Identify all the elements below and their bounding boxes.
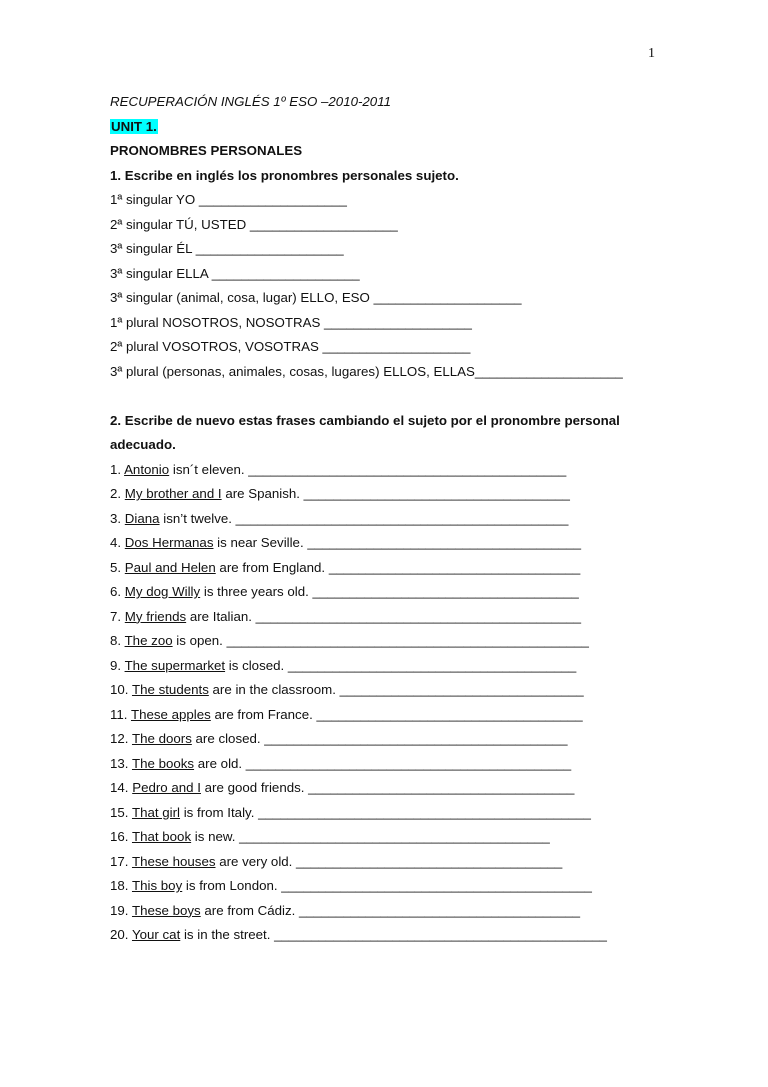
exercise1-item: 3ª plural (personas, animales, cosas, lugares) ELLOS, ELLAS____________________ [110,363,623,379]
sentence-item [110,899,670,924]
section-heading: PRONOMBRES PERSONALES [110,143,303,158]
item-number: 18. [110,878,129,893]
sentence-item [110,458,670,483]
underlined-subject: That book [131,829,192,844]
sentence-item [110,703,670,728]
underlined-subject: My dog Willy [124,584,201,599]
item-number: 7. [110,608,122,624]
sentence-rest: isn´t eleven. ___________________________________________ [169,461,567,477]
sentence-rest: are old. ____________________________________________ [194,755,572,771]
exercise2-list [110,458,670,948]
sentence-rest: are good friends. ____________________________________ [200,780,575,795]
underlined-subject: The zoo [124,633,173,648]
sentence-item [110,580,670,605]
exercise1-item: 3ª singular ELLA ____________________ [110,265,360,281]
item-number: 4. [110,535,122,550]
exercise2-heading-line1: 2. Escribe de nuevo estas frases cambiando el sujeto por el pronombre personal [110,412,620,428]
underlined-subject: This boy [131,878,183,893]
spacer [110,384,670,409]
sentence-item [110,678,670,703]
item-number: 16. [110,829,129,844]
item-number: 2. [110,486,122,501]
exercise1-heading: 1. Escribe en inglés los pronombres personales sujeto. [110,167,459,183]
sentence-rest: are very old. ____________________________________ [215,853,563,869]
item-number: 10. [110,682,129,697]
sentence-item [110,825,670,850]
exercise1-item: 3ª singular ÉL ____________________ [110,241,344,256]
item-number: 5. [110,559,122,575]
underlined-subject: These boys [131,902,201,918]
worksheet-content [110,90,670,948]
item-number: 8. [110,633,122,648]
sentence-rest: is from Italy. _____________________________________________ [180,804,591,820]
underlined-subject: Pedro and I [132,780,201,795]
sentence-item [110,923,670,948]
exercise2-heading-line2: adecuado. [110,437,176,452]
unit-heading [110,115,670,140]
sentence-item [110,482,670,507]
sentence-item [110,801,670,826]
sentence-rest: are closed. _________________________________________ [191,731,568,746]
underlined-subject: My brother and I [124,486,222,501]
underlined-subject: Dos Hermanas [124,535,214,550]
unit-label: UNIT 1. [111,118,157,134]
sentence-rest: are Italian. ____________________________________________ [186,608,582,624]
item-number: 9. [110,657,122,673]
sentence-item [110,654,670,679]
exercise1-item: 1ª plural NOSOTROS, NOSOTRAS ____________________ [110,314,472,330]
sentence-item [110,629,670,654]
underlined-subject: These apples [130,706,211,722]
underlined-subject: Diana [124,510,160,526]
sentence-rest: are Spanish. ____________________________________ [221,486,570,501]
item-number: 14. [110,780,129,795]
exercise1-item: 2ª singular TÚ, USTED ____________________ [110,216,398,232]
sentence-rest: are from France. ____________________________________ [210,706,583,722]
item-number: 1. [110,461,122,477]
underlined-subject: That girl [131,804,181,820]
sentence-item [110,850,670,875]
sentence-rest: is from London. __________________________________________ [182,878,592,893]
sentence-rest: is three years old. ____________________________________ [200,584,579,599]
sentence-rest: is open. _________________________________________________ [172,633,589,648]
underlined-subject: My friends [124,608,187,624]
sentence-item [110,507,670,532]
item-number: 20. [110,927,129,942]
sentence-rest: isn’t twelve. _____________________________________________ [159,510,569,526]
item-number: 15. [110,804,129,820]
sentence-rest: is near Seville. _____________________________________ [213,535,581,550]
underlined-subject: The books [131,755,195,771]
sentence-rest: are from Cádiz. ______________________________________ [200,902,581,918]
sentence-item [110,776,670,801]
item-number: 12. [110,731,129,746]
underlined-subject: Antonio [124,461,170,477]
sentence-item [110,605,670,630]
sentence-rest: are from England. __________________________________ [215,559,581,575]
sentence-rest: is closed. _______________________________________ [225,657,577,673]
page-number: 1 [648,46,655,61]
document-title: RECUPERACIÓN INGLÉS 1º ESO –2010-2011 [110,94,392,109]
underlined-subject: The supermarket [124,657,226,673]
sentence-item [110,531,670,556]
exercise1-item: 3ª singular (animal, cosa, lugar) ELLO, ESO ____________________ [110,290,522,305]
exercise1-item: 2ª plural VOSOTROS, VOSOTRAS ____________________ [110,339,471,354]
item-number: 11. [110,706,128,722]
sentence-item [110,727,670,752]
sentence-rest: is new. __________________________________________ [191,829,550,844]
underlined-subject: Paul and Helen [124,559,216,575]
exercise1-list [110,188,670,384]
item-number: 17. [110,853,129,869]
underlined-subject: Your cat [131,927,181,942]
item-number: 13. [110,755,129,771]
exercise1-item: 1ª singular YO ____________________ [110,192,347,207]
underlined-subject: The doors [131,731,192,746]
sentence-rest: are in the classroom. _________________________________ [208,682,584,697]
sentence-item [110,556,670,581]
item-number: 6. [110,584,122,599]
item-number: 3. [110,510,122,526]
sentence-item [110,874,670,899]
sentence-item [110,752,670,777]
item-number: 19. [110,902,129,918]
underlined-subject: The students [131,682,209,697]
underlined-subject: These houses [131,853,216,869]
sentence-rest: is in the street. _____________________________________________ [180,927,607,942]
